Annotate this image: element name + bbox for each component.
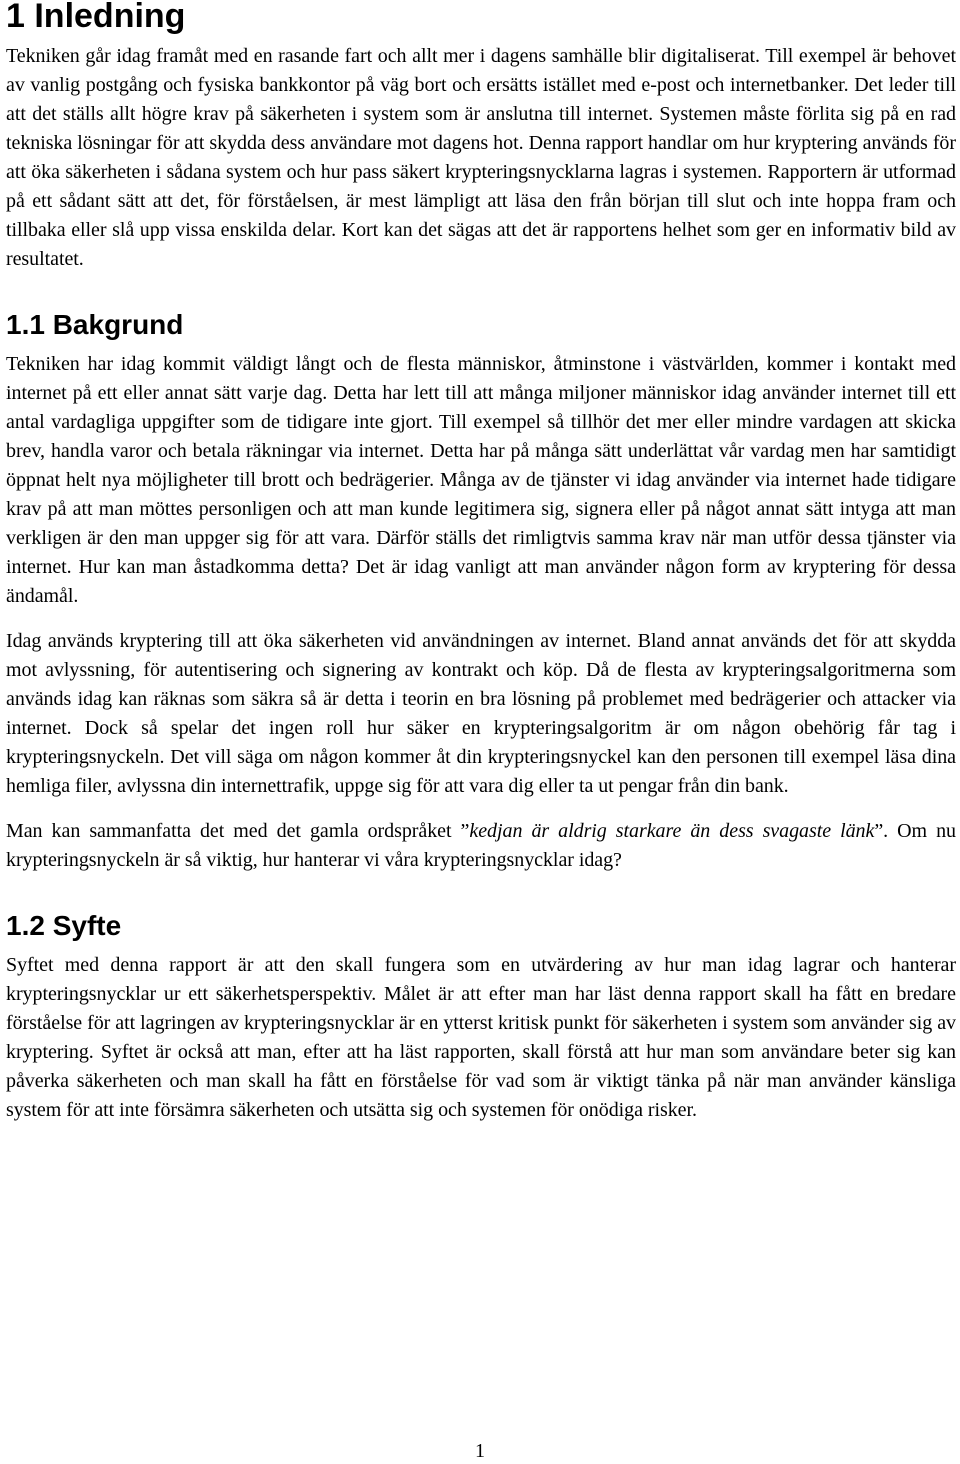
paragraph-bakgrund-2: Idag används kryptering till att öka säkerheten vid användningen av internet. Bland annat används det för att skydda mot avlyssning, för autentisering och signering av kontrakt och köp. Då de flesta av krypteringsalgoritmerna som används idag kan räknas som säkra så är detta i teorin en bra lösning på problemet med bedrägerier och attacker via internet. Dock så spelar det ingen roll hur säker en krypteringsalgoritm är om någon obehörig får tag i krypteringsnyckeln. Det vill säga om någon kommer åt din krypteringsnyckel kan den personen till exempel läsa dina hemliga filer, avlyssna din internettrafik, uppge sig för att vara dig eller ta ut pengar från din bank.: [6, 630, 956, 797]
page-number: 1: [475, 1440, 485, 1462]
paragraph-syfte: Syftet med denna rapport är att den skall fungera som en utvärdering av hur man idag lagrar och hanterar krypteringsnycklar ur ett säkerhetsperspektiv. Målet är att efter man har läst denna rapport skall ha fått en bredare förståelse för att lagringen av krypteringsnycklar är en ytterst kritisk punkt för säkerheten i system som använder sig av kryptering. Syftet är också att man, efter att ha läst rapporten, skall förstå att hur man som användare beter sig kan påverka säkerheten och man skall ha fått en förståelse för vad som är viktigt tänka på när man använder känsliga system för att inte försämra säkerheten och utsätta sig och systemen för onödiga risker.: [6, 954, 956, 1121]
proverb-intro: Man kan sammanfatta det med det gamla ordspråket ”: [6, 820, 470, 842]
document-page: [6, 0, 956, 1125]
section-heading-inledning: 1 Inledning: [6, 0, 186, 35]
paragraph-bakgrund-3: [6, 817, 956, 875]
section-heading-bakgrund: 1.1 Bakgrund: [6, 309, 184, 340]
paragraph-inledning: Tekniken går idag framåt med en rasande fart och allt mer i dagens samhälle blir digitaliserat. Till exempel är behovet av vanlig postgång och fysiska bankkontor på väg bort och ersätts istället med e-post och internetbanker. Det leder till att det ställs allt högre krav på säkerheten i system som är anslutna till internet. Systemen måste förlita sig på en rad tekniska lösningar för att skydda dess användare mot dagens hot. Denna rapport handlar om hur kryptering används för att öka säkerheten i sådana system och hur pass säkert krypteringsnycklarna lagras i systemen. Rapportern är utformad på ett sådant sätt att det, för förståelsen, är mest lämpligt att läsa den från början till slut och inte hoppa fram och tillbaka eller slå upp vissa enskilda delar. Kort kan det sägas att det är rapportens helhet som ger en informativ bild av resultatet.: [6, 45, 956, 270]
proverb-outro: ”. Om nu krypteringsnyckeln är så viktig, hur hanterar vi våra krypteringsnycklar idag?: [6, 820, 956, 871]
paragraph-bakgrund-1: Tekniken har idag kommit väldigt långt och de flesta människor, åtminstone i västvärlden, kommer i kontakt med internet på ett eller annat sätt varje dag. Detta har lett till att många miljoner människor idag använder internet till ett antal vardagliga uppgifter som de tidigare inte gjort. Till exempel så tillhör det mer eller mindre vardagen att skicka brev, handla varor och betala räkningar via internet. Detta har på många sätt underlättat vår vardag men har samtidigt öppnat helt nya möjligheter till brott och bedrägerier. Många av de tjänster vi idag använder via internet hade tidigare krav på att man möttes personligen och att man kunde legitimera sig, signera eller på något annat sätt intyga att man verkligen är den man uppger sig för att vara. Därför ställs det rimligtvis samma krav när man utför dessa tjänster via internet. Hur kan man åstadkomma detta? Det är idag vanligt att man använder någon form av kryptering för dessa ändamål.: [6, 353, 956, 607]
proverb-quote: kedjan är aldrig starkare än dess svagaste länk: [469, 820, 875, 842]
section-heading-syfte: 1.2 Syfte: [6, 910, 122, 941]
